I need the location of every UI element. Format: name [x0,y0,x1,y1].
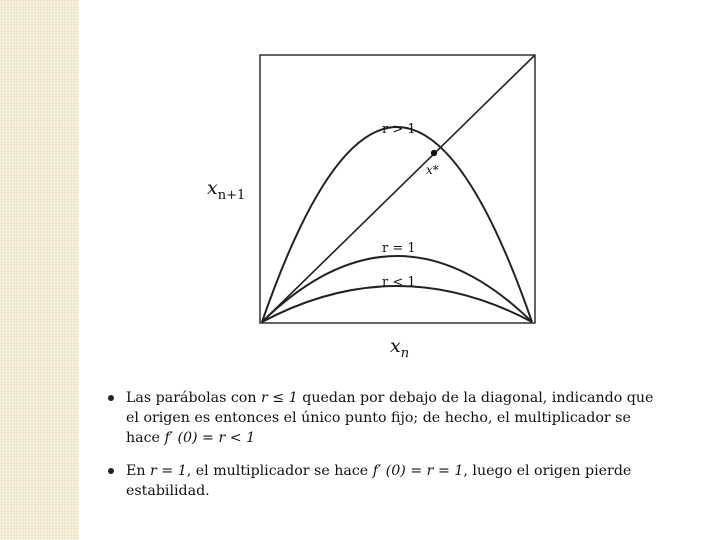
bullet-item [108,461,668,501]
y-axis-label [207,177,245,203]
logistic-map-figure [195,50,555,360]
parabola-r-greater-1 [262,127,532,322]
bullet-list [108,388,668,514]
math-expression: r = 1 [150,463,187,479]
x-axis-label-subscript: n [400,346,410,360]
bullet-dot [108,395,114,401]
math-expression: r ≤ 1 [261,390,298,406]
math-expression: f′ (0) = r < 1 [164,430,256,446]
parabola-r-less-1 [262,286,532,322]
bullet-item [108,388,668,448]
label-r-greater-1: r > 1 [382,122,416,137]
decorative-side-strip [0,0,79,540]
bullet-text: En [126,463,146,479]
math-expression: f′ (0) = r = 1 [372,463,464,479]
fixed-point-marker [431,150,437,156]
y-axis-label-main: x [207,177,218,199]
bullet-text: , luego el origen pierde estabilidad. [126,463,632,499]
cobweb-plot [195,50,555,360]
fixed-point-label: x* [426,163,439,177]
bullet-text: , el multiplicador se hace [186,463,369,479]
bullet-text: Las parábolas con [126,390,257,406]
bullet-text: quedan por debajo de la diagonal, indicando que el origen es entonces el único punto fijo; de hecho, el multiplicador se hace [126,390,654,446]
x-axis-label-main: x [390,335,401,357]
x-axis-label [390,335,409,360]
label-r-equal-1: r = 1 [382,241,416,256]
label-r-less-1: r < 1 [382,275,416,290]
y-axis-label-subscript: n+1 [217,188,246,203]
bullet-dot [108,468,114,474]
